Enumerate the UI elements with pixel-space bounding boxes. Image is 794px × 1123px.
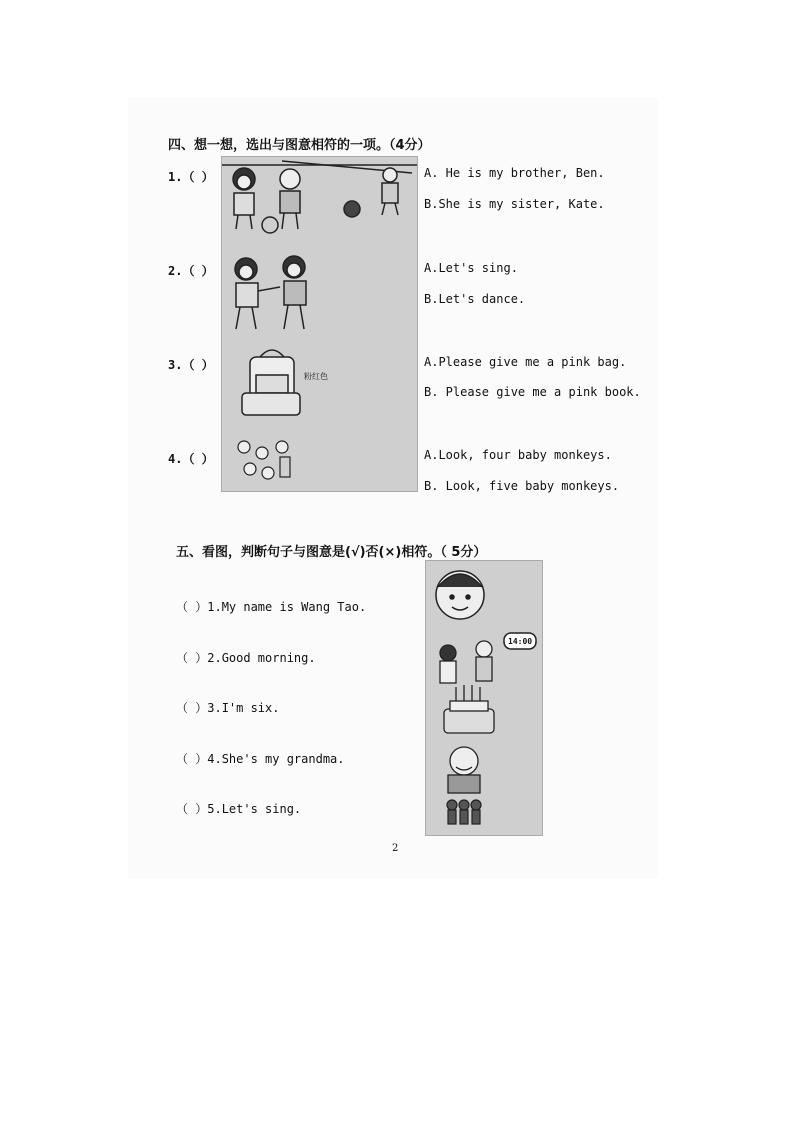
item-number: （ ）4. — [176, 752, 222, 766]
baby-monkeys-illustration — [238, 441, 290, 479]
option-a: A.Look, four baby monkeys. — [424, 448, 612, 462]
friends-greeting-illustration — [440, 641, 492, 683]
grandpa-illustration — [448, 747, 480, 793]
section4-title: 四、想一想，选出与图意相符的一项。（4分） — [168, 138, 431, 153]
school-bag-illustration — [242, 350, 328, 415]
question-number[interactable]: 1.（ ） — [168, 170, 214, 184]
brother-sister-illustration — [222, 161, 417, 233]
judge-item[interactable] — [176, 750, 345, 767]
item-text: Let's sing. — [221, 802, 302, 816]
item-text: I'm six. — [221, 701, 280, 715]
option-b: B.She is my sister, Kate. — [424, 197, 605, 211]
option-a: A. He is my brother, Ben. — [424, 166, 605, 180]
item-number: （ ）3. — [176, 701, 222, 715]
option-a: A.Please give me a pink bag. — [424, 355, 627, 369]
option-b: B. Please give me a pink book. — [424, 385, 641, 399]
item-text: She's my grandma. — [221, 752, 345, 766]
judge-item[interactable] — [176, 649, 316, 666]
section4-picture-strip — [221, 156, 418, 492]
clock-time: 14:00 — [508, 637, 533, 646]
item-number: （ ）1. — [176, 600, 222, 614]
item-number: （ ）5. — [176, 802, 222, 816]
item-number: （ ）2. — [176, 651, 222, 665]
item-text: Good morning. — [221, 651, 316, 665]
question-number[interactable]: 3.（ ） — [168, 358, 214, 372]
section5-picture-strip — [425, 560, 543, 836]
svg-text:粉红色: 粉红色 — [304, 372, 328, 381]
clock-illustration — [504, 633, 536, 649]
question-number[interactable]: 4.（ ） — [168, 452, 214, 466]
girls-dancing-illustration — [235, 256, 306, 329]
question-number[interactable]: 2.（ ） — [168, 264, 214, 278]
judge-item[interactable] — [176, 800, 301, 817]
item-text: My name is Wang Tao. — [221, 600, 367, 614]
option-a: A.Let's sing. — [424, 261, 518, 275]
page-number: 2 — [392, 843, 399, 854]
option-b: B. Look, five baby monkeys. — [424, 479, 620, 493]
judge-item[interactable] — [176, 598, 366, 615]
boy-face-illustration — [436, 571, 484, 619]
section5-title: 五、看图，判断句子与图意是(√)否(×)相符。（ 5分） — [176, 545, 487, 560]
birthday-cake-illustration — [444, 685, 494, 733]
judge-item[interactable] — [176, 699, 279, 716]
kids-singing-illustration — [447, 800, 481, 824]
option-b: B.Let's dance. — [424, 292, 526, 306]
